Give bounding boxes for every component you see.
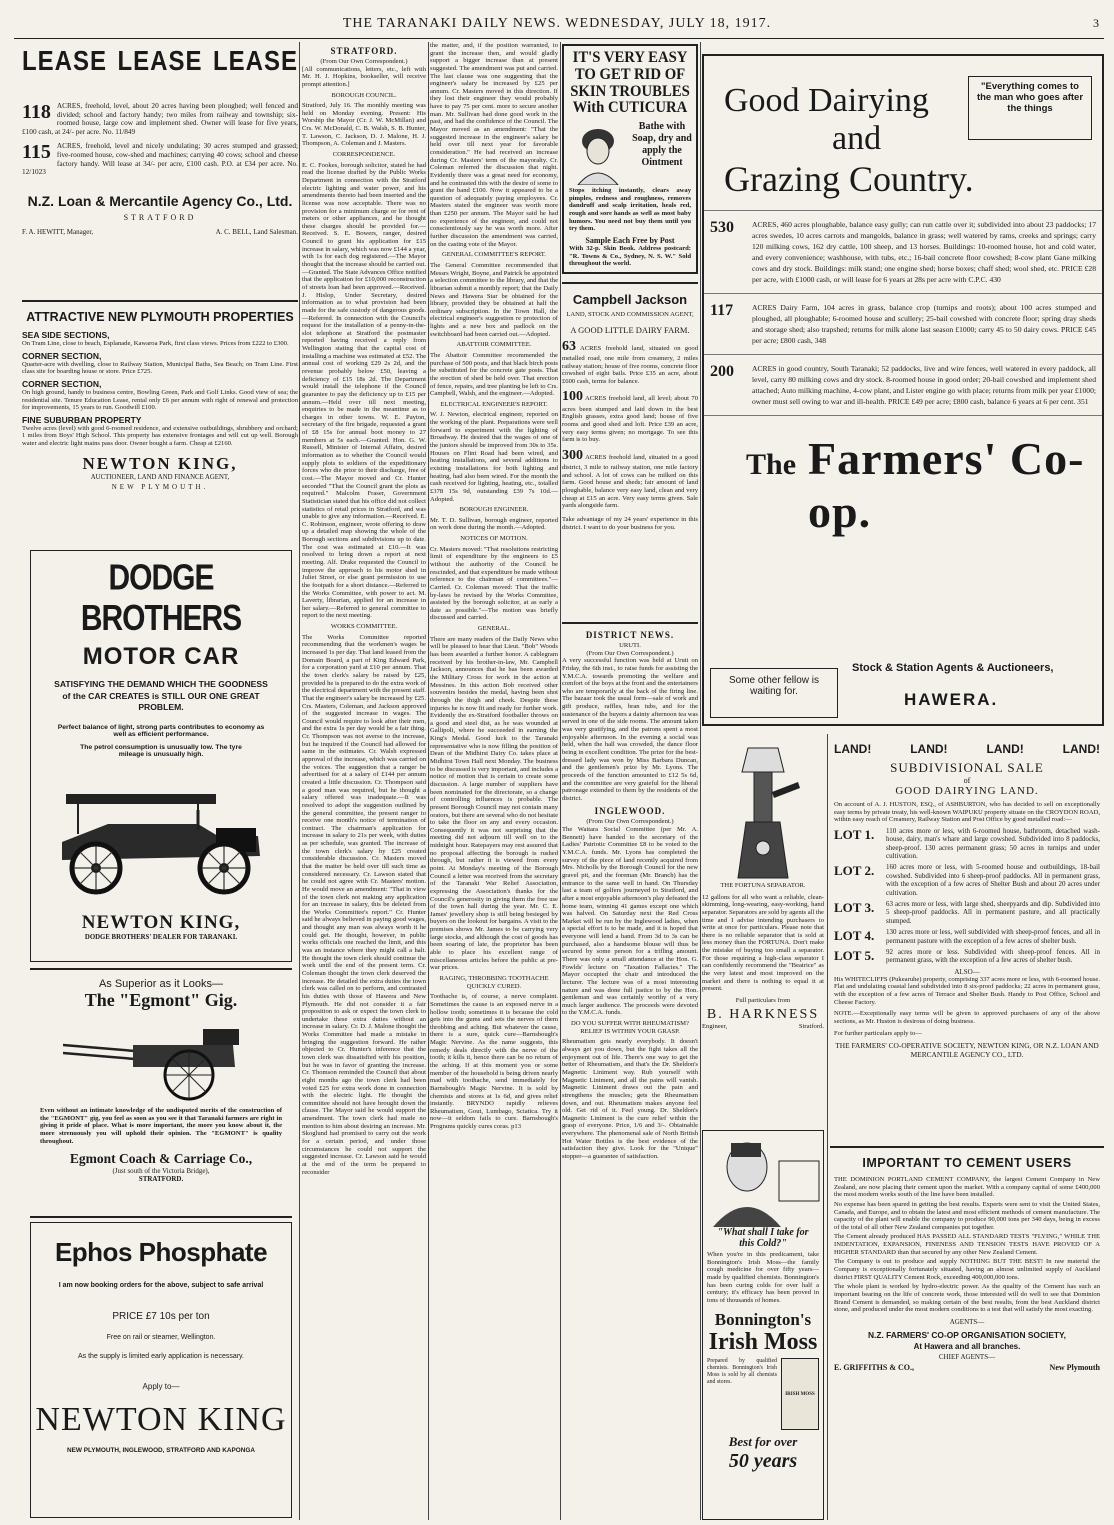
land-sale-ad bbox=[830, 738, 1104, 1138]
np-section-title: CORNER SECTION, bbox=[22, 378, 102, 389]
dodge-brand: DODGE BROTHERS bbox=[80, 558, 242, 639]
column-rule bbox=[700, 42, 701, 1520]
campbell-footer: Take advantage of my 24 years' experience in this district. I want to do your business for you. bbox=[562, 515, 698, 531]
stratford-column bbox=[302, 42, 426, 1522]
cement-title: IMPORTANT TO CEMENT USERS bbox=[862, 1156, 1072, 1170]
land-lot: LOT 5. 92 acres more or less. Subdivided with sheep-proof fences. All in permanent grass, with the exception of a few acres of shelter bush. bbox=[834, 948, 1100, 965]
cement-agents: AGENTS— bbox=[949, 1317, 985, 1326]
article-paragraph: Cr. Masters moved: "That resolutions restricting limit of expenditure by the engineers to £5 without the authority of the Council be rescinded, and that expenditure be made without reference to the chairman of committees."—Carried. Cr. Coleman moved: That the traffic by-laws be revised by the Works Committee, assisted by the borough solicitor, at as early a date as possible."—The motion was briefly discussed and carried. bbox=[430, 545, 558, 622]
note: [All communications, letters, etc., left with Mr. H. J. Hopkins, bookseller, will receive prompt attention.] bbox=[302, 65, 426, 88]
fortuna-full: Full particulars from bbox=[735, 996, 791, 1004]
moss-text: When you're in this predicament, take Bonnington's Irish Moss—the family cough medicine for over fifty years—made by qualified chemists. Bonnington's has been curing colds for over half a century; it's efficacy has been proved in tons of thousands of homes. bbox=[707, 1251, 819, 1304]
campbell-name: Campbell Jackson bbox=[572, 292, 688, 307]
land-lot: LOT 1. 110 acres more or less, with 6-roomed house, bathroom, detached wash-house, dairy, man's whare and large cowshed. Subdivided into 8 paddocks, sheep-proof. 130 acres permanent grass; 50 acres in turnips and under cultivation. bbox=[834, 826, 1100, 861]
dodge-dealer: NEWTON KING, bbox=[81, 911, 241, 933]
article-paragraph: W. J. Newton, electrical engineer, reported on the working of the plant. Preparations were well forward to experiment with the lighting of Broadway. He desired that the wages of one of the juniors should be improved from 30s to 35s. Houses on Flint Road had been wired, and heating installations, and several additions to existing installations for both lighting and heating, had also been wired. For the month the cash received for lighting, heating, etc., totalled £378 15s 9d, outstanding £39 7s 10d.—Adopted. bbox=[430, 411, 558, 503]
ephos-name: NEWTON KING bbox=[35, 1401, 287, 1438]
page-number: 3 bbox=[1093, 16, 1100, 30]
cement-society: N.Z. FARMERS' CO-OP ORGANISATION SOCIETY, bbox=[867, 1329, 1067, 1340]
gd-title3: Grazing Country. bbox=[724, 159, 974, 199]
column-rule bbox=[428, 42, 429, 1520]
land-title: SUBDIVISIONAL SALE bbox=[890, 760, 1044, 775]
cuticura-sample2: With 32-p. Skin Book. Address postcard: "R. Towns & Co., Sydney, N. S. W." Sold throughout the world. bbox=[569, 245, 691, 268]
stratford-heading: STRATFORD. bbox=[330, 46, 398, 56]
moss-years: 50 years bbox=[728, 1450, 798, 1473]
article-paragraph: Stratford, July 16. The monthly meeting was held on Monday evening. Present: His Worship the Mayor (Cr. J. W. McMillan) and Crs. W. McDonald, C. B. Walsh, S. B. Hunter, T. Lawson, C. Jackson, D. J. Malone, H. J. Thompson, A. Coleman and J. Masters. bbox=[302, 102, 426, 148]
fortuna-name: B. HARKNESS bbox=[706, 1006, 820, 1022]
subheading: WORKS COMMITTEE. bbox=[330, 623, 398, 631]
np-section-text: On Tram Line, close to beach, Esplanade, Kawaroa Park, first class views. Prices from £222 to £300. bbox=[22, 340, 289, 347]
gd-town: HAWERA. bbox=[904, 690, 999, 709]
np-section-text: Quarter-acre with dwelling, close to Railway Station, Municipal Baths, Sea Beach; on Tram Line. First class site for boarding house or store. Price £725. bbox=[22, 360, 298, 376]
land-title2: GOOD DAIRYING LAND. bbox=[895, 785, 1039, 797]
article-paragraph: Mr. T. D. Sullivan, borough engineer, reported on work done during the month.—Adopted. bbox=[430, 516, 558, 532]
cuticura-headline: IT'S VERY EASY TO GET RID OF SKIN TROUBLES With CUTICURA bbox=[570, 49, 690, 117]
subheading: NOTICES OF MOTION. bbox=[460, 535, 528, 543]
article-paragraph: The Works Committee reported recommending that the workmen's wages be increased 1s per day. That land leased from the Domain Board, a part of King Edward Park, for a corporation yard at £10 per annum. That the town clerk's salary be raised by £25, provided he is prepared to do the extra work of the electrical department with the present staff. That the engineer's salary be increased by £25. Crs. Masters, Coleman, and Jackson approved of the suggested increase in wages. The Council would require to look after their men, and the extra 1s per day would be a fair thing. Cr. Thompson was not averse to the increase, but he inquired if the Council had allowed for same in the estimates. Cr. Walsh expressed approval of the increase, which was carried on the voices. The suggestion that a ranger be advertised for at a salary of £144 per annum created a little discussion. Cr. Thompson said a good man was required, but he thought a salary offered was inadequate.—It was resolved to adopt the suggestion outlined by the general committee, the present ranger to receive one month's notice of termination of contract. The chairman's application for increase in salary to 21s per week, with duties as per schedule, was granted. The increase of the town clerk's salary by £25 created considerable discussion. Cr. Masters moved that the matter be held over till such time as considered necessary. Cr. Lawson stated that he could not agree with Cr. Masters' motion. He would move an amendment: "That in view of the town clerk not making any application for an increase in salary, this be deleted from the Works Committee's report." Cr. Hunter said he always believed in paying good wages, and thought any man was always worth it he could get. He thought, however, in public works officials one reached the limit, and this was an instance where they might call a halt. He thought the town clerk should continue the work until the end of the present term. Cr. Coleman thought the town clerk deserved the increase. He detailed the extra duties the town clerk was called on to perform, and contrasted his duties with those of Hawera and New Plymouth. He did not consider it a fair proposition to ask or expect the town clerk to undertake these extra duties without an increase in salary. Cr. D. J. Malone thought the Works Committee had made a mistake in bringing the suggestion forward. He rather objected to Cr. Hunter's inference that the town clerk was dissatisfied with his position, but he was in favor of granting the increase. Cr. Thomson reminded the Council that about eight months ago the town clerk had been voted £25 for extra work done in connection with the electric light. He thought the committee should not have brought down the clause. The Mayor said he would support the amendment. The town clerk had made no mention to him about desiring an increase. Mr. Skoglund had promised to carry out the work for a certain period, and under those circumstances he could not support the suggested increase. Cr. Lawson said he would at the end of the term be prepared to reconsider bbox=[302, 633, 426, 1176]
column-rule bbox=[560, 42, 561, 1520]
gd-farm: 530 ACRES, 460 acres ploughable, balance easy gully; can run cattle over it; subdivided into about 23 paddocks; 17 acres swedes, 10 acres carrots and mangolds, balance in grass; well watered by rams, creeks and springs; carry 120 milking cows, 162 dry cattle, 100 sheep, and 13 horses. Buildings: 10-roomed house, hot and cold water, and every convenience; washhouse, with tubs, etc.; 16-bail concrete floor cowshed; 8-cow plant Gane milking cows and dry stock. Buildings: milk stand; one engine shed; horse boxes; chaff shed; wool shed, etc. PRICE £28 per acre, with £1000 cash, or will lease for 6 years at 28s per acre with C.P.C. 430 bbox=[704, 211, 1102, 294]
land-further: For further particulars apply to— bbox=[834, 1029, 922, 1037]
np-section-text: On high ground, handy to business centre, Bowling Green, Park and Golf Links. Good view of sea; the residential site. Tenure Education Lease, rental only £6 per annum with right of renewal and protection for improvements, 15 years to run. Goodwill £100. bbox=[22, 388, 298, 412]
gd-quote-box: "Everything comes to the man who goes after the things bbox=[968, 76, 1092, 140]
lease-headline: LEASE LEASE LEASE bbox=[22, 45, 298, 77]
gd-farm: 117 ACRES Dairy Farm, 104 acres in grass, balance crop (turnips and roots); about 100 acres stumped and ploughed, all ploughable; 6-roomed house and scullery; 25-bail cowshed with concrete floor; spring dray sheds and storage shed; also trapshed; returns for milk alone last season £1000; carry 45 to 50 dairy cows. PRICE £45 per acre; £800 cash, 348 bbox=[704, 294, 1102, 355]
subheading: ELECTRICAL ENGINEER'S REPORT. bbox=[440, 400, 548, 408]
article-paragraph: the matter, and, if the position warranted, to grant the increase then, and would gladly support a bigger increase than at present suggested. The amendment was put and carried. The last clause was one suggesting that the engineer's salary be increased by £25 per annum. Cr. Masters moved in this direction. If they lost their engineer they would probably have to pay 75 per cent. more to secure another man. Mr. Sullivan had done good work in the past, and had the confidence of the Council. The Mayor moved as an amendment: "That the suggested increase in the engineer's salary be held over till next year for favorable consideration." He had received an increase during Cr. Masters' term of the mayoralty. Cr. Coleman referred the discussion that night. Evidently there was a great need for economy, and he contrasted this with the desire of some to grant the band £100. Now it appeared to be a question of adequately paying employees. Cr. Masters stated the engineer was worth more than £250 per annum. The Mayor said he had no experience of the engineer, and could not conscientiously say he was worth more. After further discussion the amendment was carried, on the casting vote of the Mayor. bbox=[430, 42, 558, 248]
land-also-text: His WHITECLIFFS (Pukearuhe) property, comprising 337 acres more or less, with 6-roomed house. Flat and undulating coastal land subdivided into 8 six-proof paddocks; 22 acres in permanent grass, with the exception of a few acres of Terrace and Shelter Bush. Handy to Post Office, School and Cheese Factory. bbox=[834, 975, 1100, 1006]
subheading: URUTI. bbox=[619, 642, 641, 649]
separator-illustration bbox=[718, 742, 808, 882]
moss-small: Prepared by qualified chemists. Bonnington's Irish Moss is sold by all chemists and stores. bbox=[707, 1358, 777, 1385]
woman-illustration bbox=[568, 121, 628, 185]
good-dairying-ad bbox=[702, 54, 1104, 726]
lease-item: 115 ACRES, freehold, level and nicely undulating; 30 acres stumped and grassed; five-roomed house, cow-shed and machines; carrying 40 cows; school and cheese factory handy. Will lease at 34/- per acre, £100 cash. P.O. at £34 per acre. No. 12/1023 bbox=[22, 141, 298, 177]
gig-line2: The "Egmont" Gig. bbox=[84, 990, 238, 1010]
car-illustration bbox=[48, 772, 274, 900]
dodge-line: The petrol consumption is unusually low. The tyre mileage is unusually high. bbox=[80, 743, 242, 758]
ephos-line: Free on rail or steamer, Wellington. bbox=[106, 1334, 216, 1341]
ephos-price: PRICE £7 10s per ton bbox=[112, 1311, 210, 1322]
column-rule bbox=[299, 42, 300, 1520]
land-lot: LOT 4. 130 acres more or less, well subdivided with sheep-proof fences, and all in permanent pasture with the exception of a few acres of shelter bush. bbox=[834, 928, 1100, 945]
subheading: BOROUGH COUNCIL. bbox=[331, 91, 397, 99]
fortuna-text: 12 gallons for all who want a reliable, clean-skimming, long-wearing, easy-working, hand separator. Separators are sold by agents all the time and I advise intending purchasers to write at once for particulars. Please note that there is no reliable separator that is sold at less money than the FORTUNA. Don't make the mistake of buying too small a separator. For those requiring a high-class separator I can confidently recommend the "Beatrice" as the very latest and most improved on the market and there is nothing to equal it at present. bbox=[702, 893, 824, 993]
irish-moss-ad bbox=[702, 1130, 824, 1520]
campbell-item: 63 ACRES freehold land, situated on good metalled road, one mile from creamery, 2 miles railway station; house of five rooms, concrete floor cowshed of eight bails. Price £35 an acre, about £600 cash, terms for balance. bbox=[562, 338, 698, 385]
gig-company: Egmont Coach & Carriage Co., bbox=[69, 1151, 253, 1167]
np-agent: NEWTON KING, bbox=[82, 453, 238, 473]
land-intro: On account of A. J. HUSTON, ESQ., of ASHBURTON, who has decided to sell on exceptionally easy terms by private treaty, his well-known WAIPUKU property situate on the CROYDON ROAD, within easy reach of Creamery, Railway Station and Post Office by good metalled road:— bbox=[834, 801, 1100, 824]
campbell-tag: A GOOD LITTLE DAIRY FARM. bbox=[570, 324, 690, 335]
cement-paragraph: No expense has been spared in getting the best results. Experts were sent to visit the United States, Canada, and Europe, and to obtain the latest and most efficient methods of cement manufacture. The capacity of the plant will enable the company to produce 90,000 tons per 340 days, being in excess of the total of all other New Zealand companies put together. bbox=[834, 1200, 1100, 1231]
cuticura-text: Stops itching instantly, clears away pimples, redness and roughness, removes dandruff and scalp irritation, heals red, rough and sore hands as well as most baby humors. You need not buy them until you try them. bbox=[569, 187, 691, 233]
article-paragraph: Rheumatism gets nearly everybody. It doesn't always get you down, but the fight takes all the enjoyment out of life. There's one way to get the better of Rheumatism, and that's the Dr. Sheldon's Magnetic Liniment way. Rub yourself with Magnetic Liniment, and all the pains will vanish. Magnetic Liniment draws out the pain and strengthens the muscles; gets the Rheumatism down, and out. Rheumatism makes anyone feel old. Get rid of it. Feel young. Dr. Sheldon's Magnetic Liniment is the cure relief within the grasp of everyone. Price, 1/6 and 3/-. Obtainable everywhere. The phenomenal sale of North British Hot Water Bottles is the best evidence of the satisfaction they give. Look for the "Unique" stopper—a guarantee of satisfaction. bbox=[562, 1038, 698, 1160]
cement-ad bbox=[830, 1146, 1104, 1520]
cuticura-sample: Sample Each Free by Post bbox=[585, 236, 675, 246]
land-also: ALSO— bbox=[954, 967, 980, 976]
fortuna-label: THE FORTUNA SEPARATOR. bbox=[720, 882, 806, 889]
gig-town: STRATFORD. bbox=[138, 1175, 184, 1184]
lease-staff: F. A. HEWITT, Manager, A. C. BELL, Land Salesman. bbox=[22, 227, 298, 236]
ephos-line: As the supply is limited early application is necessary. bbox=[77, 1353, 244, 1360]
gd-box: Some other fellow is waiting for. bbox=[710, 668, 838, 718]
cement-branches: At Hawera and all branches. bbox=[913, 1341, 1021, 1351]
cement-chief-row: E. GRIFFITHS & CO., New Plymouth bbox=[834, 1362, 1100, 1372]
fortuna-sub: Engineer, Stratford. bbox=[702, 1022, 824, 1030]
lease-item: 118 ACRES, freehold, level, about 20 acres having been ploughed; well fenced and divided; school and factory handy; two miles from railway and township; six-roomed house, large cow and implement shed. Owner will lease for five years, £100 cash, at 24/- per acre. No. 11/849 bbox=[22, 101, 298, 136]
dodge-ad bbox=[30, 550, 292, 962]
gig-address: (Just south of the Victoria Bridge), bbox=[112, 1167, 210, 1176]
article-paragraph: The General Committee recommended that Messrs Wright, Boyne, and Patrick be appointed a selection committee to the library, and that the librarian submit a monthly report; that the Daily News and Hawera Star be obtained for the library, provided they be obtained at half the ordinary subscription. In the Town Hall, the electrical engineer's suggestion re protection of lights and a new box and padlock on the switchboard had been carried out.—Adopted. bbox=[430, 261, 558, 338]
district-news-column bbox=[562, 628, 698, 1518]
np-headline: ATTRACTIVE NEW PLYMOUTH PROPERTIES bbox=[26, 310, 294, 324]
article-paragraph: The Waitara Social Committee (per Mr. A. Bennett) have handed to the secretary of the Ladies' Patriotic Committee £8 to be voted to the Y.M.C.A. funds. Mr. Lyons has completed the survey of the piece of land recently acquired from Mrs. Nicholls by the Borough Council for the new gravel pit, and the foreman (Mr. Branch) has the entrance to the same well in hand. On Thursday last a team of golfers journeyed to Stratford, and after a most enjoyable afternoon's play defeated the home team, winning 41 games except one which was halved. On Saturday next the Red Cross Market will be run by the Inglewood ladies, when a special effort is to be made, and it is hoped that everyone will lend a hand. From 3d to 3s can be purchased, also a handsome blouse will thus be secured by some person for a trifling amount. There was only a small attendance at the Hon. G. Fowlds' lecture on "Taxation Fallacies." The Mayor occupied the chair and introduced the lecturer. The lecture was of a most interesting nature and was done full justice to by the Hon. gentleman and was certainly worthy of a very much larger audience. The proceeds were devoted to the Y.M.C.A. funds. bbox=[562, 826, 698, 1017]
article-paragraph: E. C. Fookes, borough solicitor, stated he had read the license drafted by the Public Works Department in connection with the Stratford electric lighting and water power, and his amendments thereto had been inserted and the license was now acceptable. There was no provision for a minimum charge or for rent of meters or other appliances, and he thought these charges should be provided for.—Received. S. E. Bowers, ranger, desired Council to grant his application for £15 increase in salary, which was now £144 a year, with 1s for each dog registered.—The Mayor thought that the increase should be carried out.—Granted. The State Advances Office notified that the application for £10,000 reconstruction of streets loan had been approved.—Received. J. Hislop, Under Secretary, desired information as to what provision had been made for the safe custody of dangerous goods.—Referred. In connection with the Council's request for the installation of a penny-in-the-slot telephone at Stratford the postmaster reported having received a reply from Wellington stating that the capital cost of installing a machine was estimated at £52. The annual cost of working £29 2s 2d, and the revenue probably below £50, leaving a deficiency of £15 18s 2d. The Department would install the telephone if the Council guarantee to pay the deficiency up to £15 per annum.—Held over till next meeting, enquiries to be made in the meantime as to charges in other towns. W. E. Payton, secretary of the fire brigade, requested a grant of £8 15s for annual boot money to 27 members at 5s each.—Granted. Hon. G. W. Russell, Minister of Internal Affairs, desired information as to whether the Council would supply plots to soldiers of the expeditionary forces who die prior to their discharge, free of cost.—The Mayor moved and Cr. Hunter seconded "That the Council grant the plots as required." Malcolm Fraser, Government Statistician stated that his office did not collect statistics of retail prices in Stratford, and was unable to give any information.—Received. E. C. Robinson, engineer, wrote offering to draw up a detailed map showing the whole of the Borough sections and subdivisions up to date. The cost was estimated at £10.—It was resolved to bring down a report at next meeting. Alf. Drake requested the Council to improve the approach to his motor shed in Juliet Street, or else grant permission to use the footpath for a short distance.—Referred to the Works Committee, with power to act. M. Laverty, librarian, applied for an increase in her salary.—Referred to general committee to report to the next meeting. bbox=[302, 161, 426, 620]
subheading: INGLEWOOD. bbox=[594, 806, 666, 817]
cement-paragraph: The Cement already produced HAS PASSED ALL STANDARD TESTS "FLYING," WHILE THE INDENTATION, EXPANSION, FINENESS AND TENSION TESTS HAVE PROVED OF A HIGHER STANDARD than that secured by any other New Zealand Cement. bbox=[834, 1233, 1100, 1256]
land-shout: LAND! LAND! LAND! LAND! bbox=[834, 742, 1100, 756]
land-agents: THE FARMERS' CO-OPERATIVE SOCIETY, NEWTON KING, OR N.Z. LOAN AND MERCANTILE AGENCY CO., LTD. bbox=[835, 1041, 1099, 1060]
ephos-title: Ephos Phosphate bbox=[54, 1237, 268, 1267]
ephos-apply: Apply to— bbox=[142, 1382, 180, 1391]
district-heading: DISTRICT NEWS. bbox=[585, 630, 675, 640]
article-paragraph: A very successful function was held at Uruti on Friday, the 6th inst., to raise funds for assisting the Y.M.C.A. towards promoting the welfare and comfort of the boys at the front and the entertainers who are temporarily at the back of the firing line. The bazaar took the usual form—sale of work and gift produce, raffles, bran tubs, and for the sustenance of the buyers a dainty afternoon tea was served in one of the side rooms. The amount taken was very gratifying, and the patrons spent a most enjoyable afternoon. In the evening a social was held, when the hall was crowded, the dance floor being in excellent condition. The prize for the best-dressed lady was won by Miss Barbara Duncan, and the gentlemen's prize by Mr. Lyons. The proceeds of the function amounted to £12 5s 6d, and the committee are very grateful for the liberal patronage extended to them by the residents of the district. bbox=[562, 657, 698, 802]
column-rule bbox=[827, 734, 828, 1520]
gd-title1: Good Dairying bbox=[724, 82, 929, 119]
campbell-jackson-ad bbox=[562, 282, 698, 624]
ephos-ad bbox=[30, 1222, 292, 1518]
gd-farm: 200 ACRES in good country, South Taranaki; 52 paddocks, live and wire fences, well watered in every paddock, all level, carry 80 milking cows and dry stock. 8-roomed house in good order; 20-bail cowshed and implement shed attached; Auto milking machine, 4-cow plant, and Lister engine go with place; returns from milk per year £1000; owner must sell owing to war and ill-health. PRICE £49 per acre; £800 cash, balance 6 years at 6 per cent. 351 bbox=[704, 355, 1102, 416]
gig-illustration bbox=[63, 1015, 259, 1101]
masthead-rule bbox=[14, 38, 1104, 39]
ephos-towns: NEW PLYMOUTH, INGLEWOOD, STRATFORD AND KAPONGA bbox=[67, 1447, 255, 1454]
gig-line1: As Superior as it Looks— bbox=[98, 978, 224, 990]
np-agent-town: NEW PLYMOUTH. bbox=[111, 482, 209, 491]
np-section-title: FINE SUBURBAN PROPERTY bbox=[22, 414, 142, 425]
np-section-title: SEA SIDE SECTIONS, bbox=[22, 330, 110, 340]
np-agent-sub: AUCTIONEER, LAND AND FINANCE AGENT, bbox=[90, 473, 230, 481]
subheading: BOROUGH ENGINEER. bbox=[459, 506, 529, 514]
subheading: DO YOU SUFFER WITH RHEUMATISM? RELIEF IS WITHIN YOUR GRASP. bbox=[571, 1020, 689, 1035]
moss-bottle-row bbox=[703, 1354, 823, 1434]
moss-best: Best for over bbox=[728, 1434, 798, 1450]
moss-bottle: IRISH MOSS bbox=[781, 1358, 819, 1430]
article-paragraph: Toothache is, of course, a nerve complaint. Sometimes the cause is an exposed nerve in a hollow tooth; sometimes it is because the cold gets into the gums and sets the nerves of them throbbing and aching. But whatever the cause, there is a sure, quick cure—Barnsbough's Magic Nervine. As the name suggests, this remedy deals directly with the nerve of the tooth; it kills it, hence there can be no return of the aching. If at this moment you or some member of the household is being driven nearly mad with toothache, send immediately for Barnsbough's Magic Nervine. It is sold by chemists and stores at 1s 6d, and gives relief instantly. BRYNDO rapidly relieves Rheumatism, Gout, Lumbago, Sciatica. Try it now—it seldom fails to cure. Barnsbough's Programs quickly cures coras. p13 bbox=[430, 993, 558, 1131]
land-note: NOTE.—Exceptionally easy terms will be given to approved purchasers of any of the above sections, as Mr. Huston is desirous of doing business. bbox=[834, 1010, 1100, 1025]
cement-paragraph: THE DOMINION PORTLAND CEMENT COMPANY, the largest Cement Company in New Zealand, are now placing their cement upon the market. With a company capital of some £400,000 the most modern works south of the line have been installed. bbox=[834, 1176, 1100, 1199]
byline: (From Our Own Correspondent.) bbox=[586, 649, 674, 657]
fortuna-ad bbox=[702, 738, 824, 1126]
gd-farms bbox=[704, 210, 1102, 416]
sick-man-illustration bbox=[703, 1131, 823, 1227]
masthead-title: THE TARANAKI DAILY NEWS. WEDNESDAY, JULY 18, 1917. bbox=[342, 16, 772, 31]
dodge-product: MOTOR CAR bbox=[82, 643, 240, 670]
campbell-item: 300 ACRES freehold land, situated in a good district, 3 mile to railway station, one mile factory and school. A lot of cows can be milked on this farm. Good house and sheds; fair amount of land ploughable, balance very easy land, clean and very cheap at £15 an acre. Very easy terms given. Sale yards alongside farm. bbox=[562, 447, 698, 510]
land-lot: LOT 2. 160 acres more or less, with 5-roomed house and outbuildings, 18-bail cowshed. Subdivided into 6 sheep-proof paddocks. All in permanent grass, with the exception of a few acres of Shelter Bush and about 20 acres under cultivation. bbox=[834, 863, 1100, 897]
gd-coop: The Farmers' Co-op. bbox=[746, 433, 1085, 537]
campbell-sub: LAND, STOCK AND COMMISSION AGENT, bbox=[566, 311, 694, 318]
subheading: GENERAL. bbox=[477, 625, 511, 633]
article-paragraph: There are many readers of the Daily News who will be pleased to hear that Lieut. "Bob" Woods has been awarded a further honor. A cablegram received by his brother-in-law, Mr. Campbell Jackson, announces that he has been awarded the Military Cross for work in the action at Messines. In this action Bob received other souvenirs besides the medal, having been shot through the thigh and cheek. Despite these injuries he is now fit and ready for further work. Evidently the ex-Stratford footballer throws on a good and steel dist, as he was wounded at Gallipoli, where he succeeded in earning the King's Medal. Good luck to the Taranaki representative who is now filling the position of Dean of the Midhirst Dairy Co. takes place at Midhirst Town Hall next Monday. The business to be discussed is very important, and includes a notice of motion that is certain to create some discussion. A large number of suppliers have been nominated for the directorate, so a change of controlling influences is probable. The present Borough Council may not contain many orators, but there are several who do not hesitate to take the floor on any and every occasion. Consequently it was not surprising that the meeting did not adjourn till well on to the midnight hour. Ratepayers may rest assured that no proposal affecting the borough is rushed through, but rather it is viewed from every point. At Monday's meeting of the Borough Council a letter was received from the secretary of the Taranaki War Relief Association, expressing the Association's thanks for the Council's generosity in giving them the free use of the town hall during the year. Mr. C. E. James' jewellery shop is still being besieged by buyers on the lookout for bargains. A visit to the premises shows Mr. James to be carrying very large stocks, and although the cost of goods has been soaring of late, the proprietor has been able to place his excellent range of miscellaneous articles before the public at pre-war prices. bbox=[430, 635, 558, 972]
gig-ad bbox=[30, 968, 292, 1218]
gd-title2: and bbox=[832, 120, 882, 157]
subheading: RAGING, THROBBING TOOTHACHE QUICKLY CURED. bbox=[439, 974, 549, 990]
subheading: GENERAL COMMITTEE'S REPORT. bbox=[442, 251, 546, 259]
moss-quote: "What shall I take for this Cold?" bbox=[717, 1227, 809, 1249]
subheading: ABATTOIR COMMITTEE. bbox=[456, 341, 532, 349]
cement-paragraph: The whole plant is worked by hydro-electric power. As the quality of the Cement has such an important bearing on the life of concrete work, those interested will do well to see that Dominion Brand Cement is demanded, so making certain of the best results, from the best Auckland district stone, and produced under the most modern conditions to a test that will satisfy the most exacting. bbox=[834, 1283, 1100, 1314]
gd-agents: Stock & Station Agents & Auctioneers, bbox=[852, 662, 1054, 674]
np-section-title: CORNER SECTION, bbox=[22, 350, 102, 361]
cuticura-figure-row bbox=[564, 121, 696, 185]
subheading: CORRESPONDENCE. bbox=[332, 151, 396, 159]
lease-town: STRATFORD bbox=[123, 212, 197, 222]
dodge-tagline: SATISFYING THE DEMAND WHICH THE GOODNESS of the CAR CREATES is STILL OUR ONE GREAT PROBLEM. bbox=[54, 679, 268, 713]
ephos-line: I am now booking orders for the above, subject to safe arrival bbox=[58, 1282, 264, 1289]
cuticura-side: Bathe with Soap, dry and apply the Ointment bbox=[632, 121, 692, 169]
dodge-dealer-sub: DODGE BROTHERS' DEALER FOR TARANAKI. bbox=[84, 933, 238, 941]
lease-company: N.Z. Loan & Mercantile Agency Co., Ltd. bbox=[27, 192, 293, 209]
cement-chief: CHIEF AGENTS— bbox=[938, 1352, 996, 1361]
divider bbox=[22, 300, 298, 302]
moss-brand2: Irish Moss bbox=[708, 1329, 818, 1356]
byline: (From Our Own Correspondent.) bbox=[586, 818, 674, 826]
cuticura-ad bbox=[562, 44, 698, 274]
land-of: of bbox=[963, 776, 971, 785]
lease-ad bbox=[22, 42, 298, 298]
cement-paragraph: The Company is out to produce and supply NOTHING BUT THE BEST! In raw material the Company is exceptionally fortunately situated, having an almost unlimited supply of Auckland district FIRST QUALITY Cement Rock, exceeding 400,000,000 tons. bbox=[834, 1258, 1100, 1281]
masthead bbox=[0, 0, 1114, 38]
article-paragraph: The Abattoir Committee recommended the purchase of 500 posts, and that black birch posts be substituted for the concrete gate posts. That the erection of shed be held over. That erection of fence, repairs, and tree planting be left to Crs. Campbell, Walsh, and the engineer.—Adopted. bbox=[430, 351, 558, 398]
np-section-text: Twelve acres (level) with good 6-roomed residence, and extensive outbuildings, shrubbery and orchard; 1 miles from Boys' High School. This property has extensive frontages and will cut up well. Borough water and electric light mains pass door. Owner bought a farm. Cheap at £2160. bbox=[22, 424, 298, 448]
moss-brand1: Bonnington's bbox=[714, 1310, 812, 1330]
new-plymouth-ad bbox=[22, 304, 298, 532]
campbell-item: 100 ACRES freehold land, all level; about 70 acres been stumped and laid down in the best English grasses, extra good land; house of five rooms and good shed and loft. Price £39 an acre, very easy terms given; no mortgage. To see this farm is to buy. bbox=[562, 389, 698, 444]
byline: (From Our Own Correspondent.) bbox=[320, 58, 408, 65]
gig-text: Even without an intimate knowledge of the undisputed merits of the construction of the "EGMONT" gig, you feel as soon as you see it that Taranaki farmers are right in giving it pride of place. What is more important, the more you know about it, the more strenuously you will uphold their opinion. The "EGMONT" is quality throughout. bbox=[40, 1107, 282, 1145]
land-lot: LOT 3. 63 acres more or less, with large shed, sheepyards and dip. Subdivided into 5 sheep-proof paddocks. All in permanent pasture, and all practically stumped. bbox=[834, 900, 1100, 925]
dodge-line: Perfect balance of light, strong parts contributes to economy as well as efficient performance. bbox=[57, 723, 265, 738]
council-column bbox=[430, 42, 558, 1522]
